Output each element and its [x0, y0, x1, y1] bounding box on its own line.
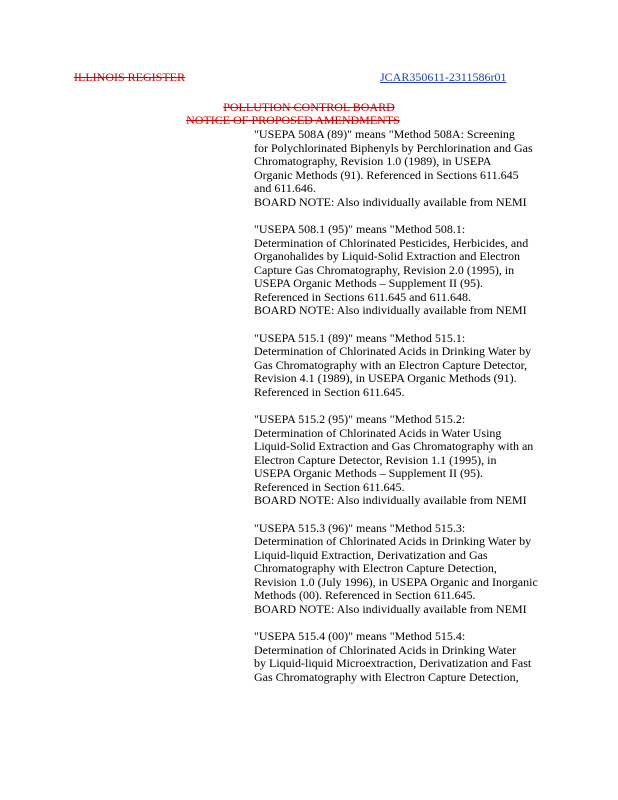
definition-line: USEPA Organic Methods – Supplement II (95).	[254, 276, 483, 290]
definition-line: Liquid-liquid Extraction, Derivatization and Gas	[254, 547, 488, 562]
definition-line: Liquid-Solid Extraction and Gas Chromatography with an	[254, 439, 534, 453]
definition-entry	[254, 630, 574, 684]
definition-line: "USEPA 508.1 (95)" means "Method 508.1:	[254, 222, 466, 236]
definition-line: Determination of Chlorinated Acids in Water Using	[254, 425, 502, 440]
definition-line: USEPA Organic Methods – Supplement II (95).	[254, 466, 483, 480]
register-header: ILLINOIS REGISTER	[74, 70, 185, 84]
definition-line: Chromatography, Revision 1.0 (1989), in USEPA	[254, 154, 492, 168]
definition-line: Revision 1.0 (July 1996), in USEPA Organic and Inorganic	[254, 574, 538, 589]
definition-line: BOARD NOTE: Also individually available from NEMI	[254, 303, 527, 317]
definition-line: Determination of Chlorinated Acids in Drinking Water by	[254, 534, 532, 548]
definition-line: Referenced in Section 611.645.	[254, 479, 405, 494]
definition-line: "USEPA 515.1 (89)" means "Method 515.1:	[254, 330, 466, 345]
definition-entry	[254, 223, 574, 318]
definition-line: Capture Gas Chromatography, Revision 2.0 (1995), in	[254, 262, 515, 277]
board-title: POLLUTION CONTROL BOARD	[223, 100, 395, 114]
definition-line: BOARD NOTE: Also individually available from NEMI	[254, 493, 527, 507]
definition-line: Referenced in Sections 611.645 and 611.648.	[254, 289, 472, 304]
definition-line: Gas Chromatography with an Electron Capture Detector,	[254, 357, 528, 372]
definition-line: Revision 4.1 (1989), in USEPA Organic Methods (91).	[254, 371, 517, 385]
definition-line: Organohalides by Liquid-Solid Extraction and Electron	[254, 249, 521, 263]
definition-line: Determination of Chlorinated Acids in Drinking Water	[254, 642, 517, 657]
definition-line: Referenced in Section 611.645.	[254, 384, 405, 399]
definition-line: BOARD NOTE: Also individually available from NEMI	[254, 601, 527, 616]
definition-entry	[254, 332, 574, 400]
notice-title: NOTICE OF PROPOSED AMENDMENTS	[186, 113, 400, 127]
definition-line: and 611.646.	[254, 181, 316, 195]
definition-line: "USEPA 515.2 (95)" means "Method 515.2:	[254, 412, 466, 426]
definition-line: Gas Chromatography with Electron Capture Detection,	[254, 669, 519, 684]
definition-line: "USEPA 515.4 (00)" means "Method 515.4:	[254, 629, 466, 643]
definition-entry	[254, 522, 574, 617]
definition-line: Methods (00). Referenced in Section 611.645.	[254, 588, 476, 602]
definition-entry	[254, 128, 574, 209]
definition-line: Organic Methods (91). Referenced in Sections 611.645	[254, 167, 519, 182]
definition-line: Determination of Chlorinated Acids in Drinking Water by	[254, 344, 532, 358]
definition-line: by Liquid-liquid Microextraction, Derivatization and Fast	[254, 656, 532, 670]
definition-line: Chromatography with Electron Capture Detection,	[254, 561, 497, 575]
definitions-body	[254, 128, 574, 698]
definition-entry	[254, 413, 574, 508]
document-id: JCAR350611-2311586r01	[380, 70, 507, 84]
definition-line: "USEPA 515.3 (96)" means "Method 515.3:	[254, 520, 466, 535]
definition-line: BOARD NOTE: Also individually available from NEMI	[254, 194, 527, 209]
definition-line: Electron Capture Detector, Revision 1.1 (1995), in	[254, 452, 497, 467]
definition-line: Determination of Chlorinated Pesticides, Herbicides, and	[254, 235, 529, 250]
definition-line: "USEPA 508A (89)" means "Method 508A: Screening	[254, 127, 515, 141]
definition-line: for Polychlorinated Biphenyls by Perchlorination and Gas	[254, 140, 533, 155]
